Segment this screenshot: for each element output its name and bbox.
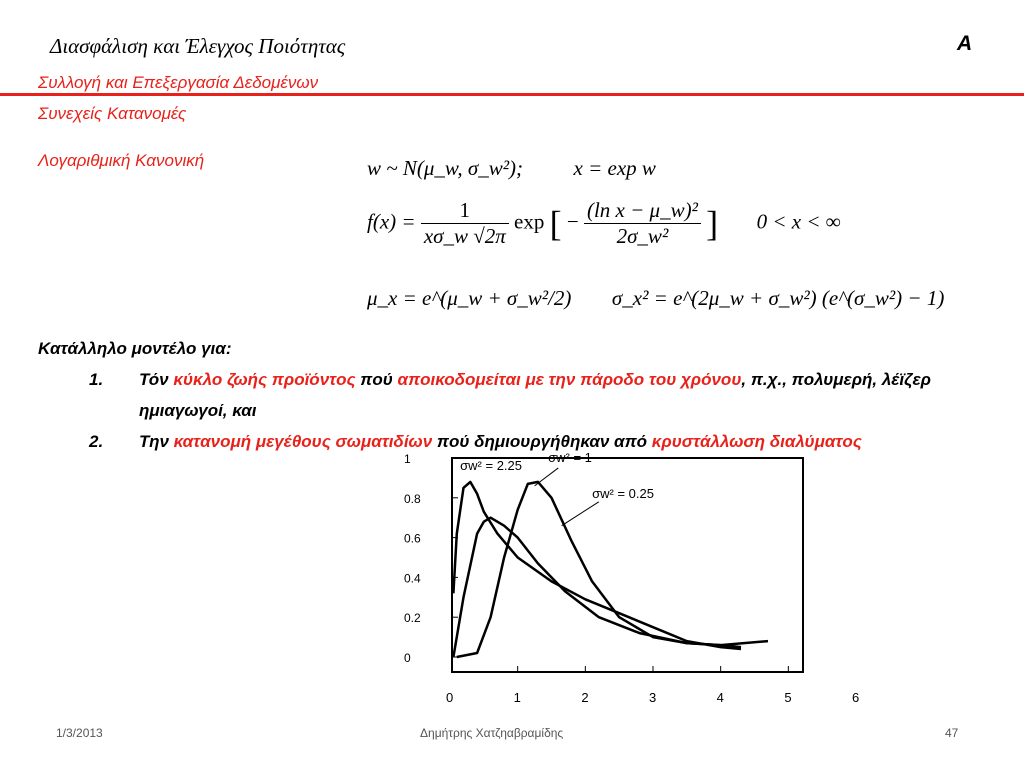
subtitle-continuous-distributions: Συνεχείς Κατανομές xyxy=(38,104,187,123)
series-line-2 xyxy=(457,482,768,657)
y-tick-label: 0.8 xyxy=(404,491,421,506)
pdf-lhs: f(x) = xyxy=(367,209,416,234)
formula-pdf: f(x) = $\frac{1}{x\sigma\_w √2\pi}$ exp [ − $\frac{\text{(ln x − μ\_w)²}}{\text{2σ\_w²}}$ ] 0 < x < ∞ xyxy=(367,198,841,248)
bracket-left: [ xyxy=(549,203,562,244)
x-tick-label: 2 xyxy=(581,690,589,705)
list-number: 2. xyxy=(89,432,104,451)
body-text xyxy=(38,333,998,457)
item-highlight: κρυστάλλωση διαλύματος xyxy=(651,432,862,451)
subtitle-data-collection: Συλλογή και Επεξεργασία Δεδομένων xyxy=(38,73,319,92)
formula-transform-text: x = exp w xyxy=(573,156,656,180)
series-line-0 xyxy=(453,482,741,649)
exp-denominator: 2σ_w² xyxy=(616,224,669,248)
exp-fraction xyxy=(584,198,701,249)
leader-line xyxy=(562,502,599,526)
y-tick-label: 0 xyxy=(404,651,411,665)
item-text: πού xyxy=(355,370,398,389)
item-text: Τόν xyxy=(139,370,174,389)
y-tick-label: 1 xyxy=(404,452,411,466)
variance-formula: σ_x² = e^(2μ_w + σ_w²) (e^(σ_w²) − 1) xyxy=(611,286,945,310)
mean-formula: μ_x = e^(μ_w + σ_w²/2) xyxy=(367,286,572,310)
pdf-denominator: xσ_w √2π xyxy=(423,224,506,248)
list-number: 1. xyxy=(89,370,104,389)
intro-text: Κατάλληλο μοντέλο για: xyxy=(38,339,232,358)
bracket-right: ] xyxy=(706,203,719,244)
item-highlight: κύκλο ζωής προϊόντος xyxy=(173,370,356,389)
exp-numerator: (ln x − μ_w)² xyxy=(584,198,701,224)
series-label-2: σw² = 0.25 xyxy=(592,485,654,501)
header-letter: A xyxy=(957,32,973,55)
item-text: , π.χ., πολυμερή, λέϊζερ ημιαγωγοί, και xyxy=(139,370,931,420)
x-tick-label: 5 xyxy=(784,690,792,705)
pdf-fraction xyxy=(421,198,509,249)
item-text: Την xyxy=(139,432,174,451)
pdf-exp: exp xyxy=(514,209,545,234)
pdf-support: 0 < x < ∞ xyxy=(756,209,841,234)
footer-page-number: 47 xyxy=(945,726,959,740)
formula-moments xyxy=(367,286,944,311)
x-tick-label: 6 xyxy=(852,690,860,705)
item-highlight: κατανομή μεγέθους σωματιδίων xyxy=(173,432,433,451)
y-tick-label: 0.2 xyxy=(404,611,421,626)
x-tick-label: 4 xyxy=(716,690,724,705)
leader-line xyxy=(535,468,559,486)
header-divider xyxy=(0,93,1024,96)
x-tick-label: 1 xyxy=(513,690,521,705)
y-tick-label: 0.6 xyxy=(404,531,421,546)
y-tick-label: 0.4 xyxy=(404,571,421,586)
footer-author: Δημήτρης Χατζηαβραμίδης xyxy=(420,726,564,740)
formula-distribution xyxy=(367,156,656,181)
x-tick-label: 0 xyxy=(446,690,454,705)
item-highlight: αποικοδομείται με την πάροδο του χρόνου xyxy=(397,370,742,389)
list-item xyxy=(38,364,998,426)
series-label-1: σw² = 1 xyxy=(548,450,592,465)
section-title: Λογαριθμική Κανονική xyxy=(38,151,205,170)
item-text: πού δημιουργήθηκαν από xyxy=(432,432,652,451)
header-title: Διασφάλιση και Έλεγχος Ποιότητας xyxy=(50,34,346,58)
series-label-0: σw² = 2.25 xyxy=(460,457,523,473)
footer-date: 1/3/2013 xyxy=(56,726,103,740)
x-tick-label: 3 xyxy=(649,690,657,705)
formula-distribution-text: w ~ N(μ_w, σ_w²); xyxy=(367,156,524,180)
pdf-numerator: 1 xyxy=(421,198,509,224)
lognormal-chart xyxy=(380,448,880,713)
